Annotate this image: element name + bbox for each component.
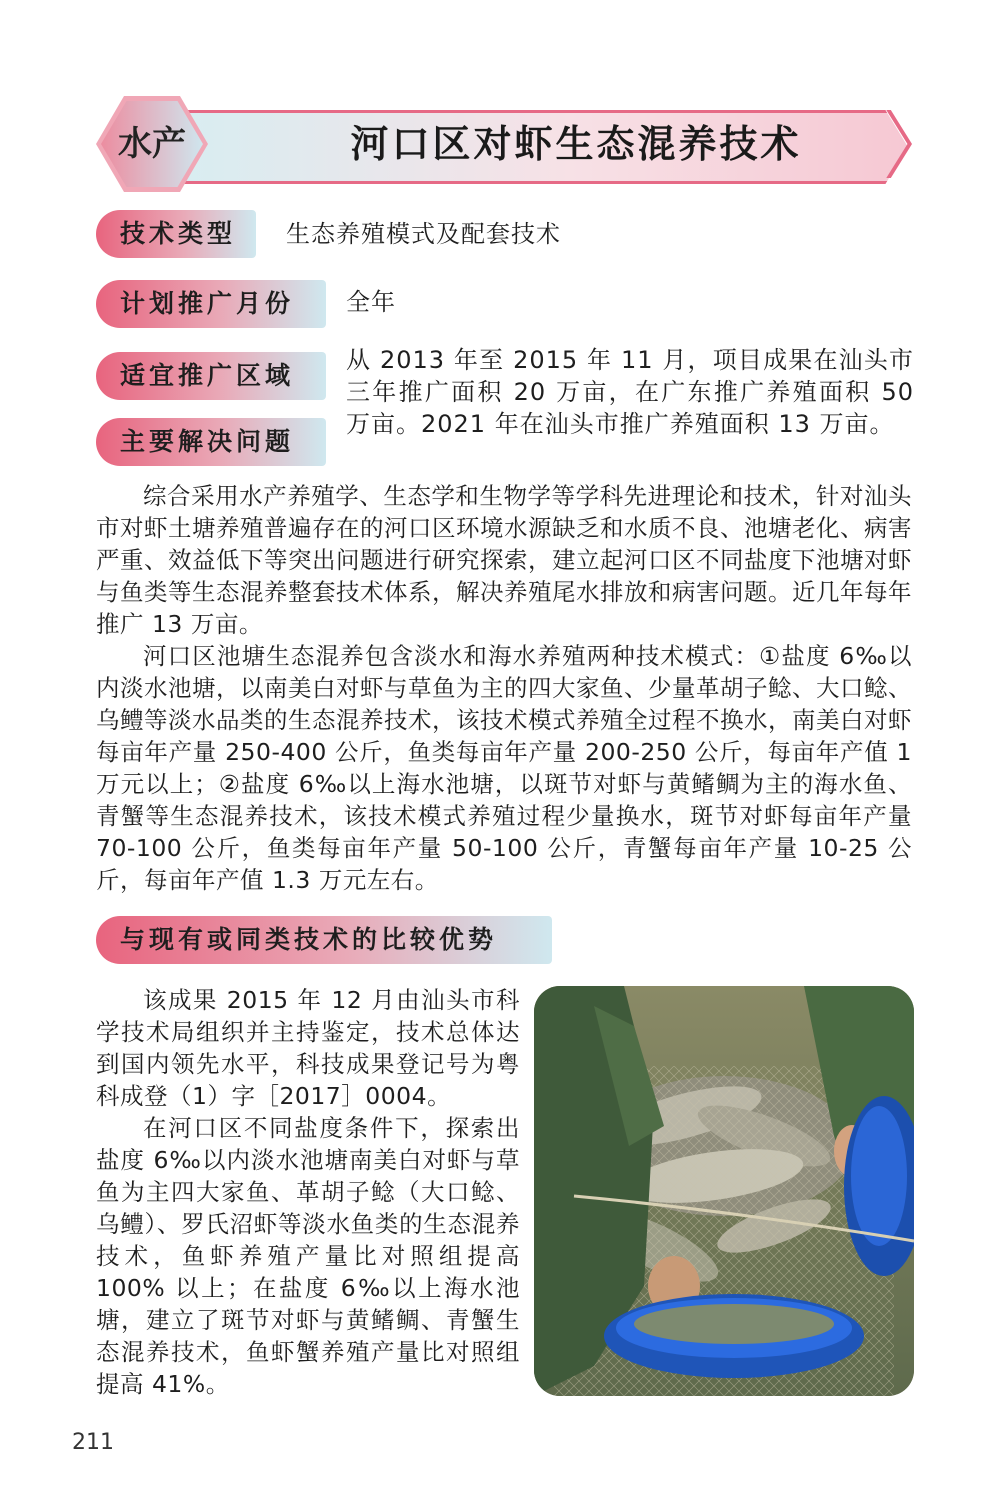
title-banner xyxy=(96,96,916,192)
category-label: 水产 xyxy=(118,124,186,164)
advantage-paragraph: 该成果 2015 年 12 月由汕头市科学技术局组织并主持鉴定，技术总体达到国内领先水平，科技成果登记号为粤科成登（1）字［2017］0004。 xyxy=(96,986,520,1110)
region-value: 从 2013 年至 2015 年 11 月，项目成果在汕头市三年推广面积 20 万亩，在广东推广养殖面积 50 万亩。2021 年在汕头市推广养殖面积 13 万亩。 xyxy=(346,346,914,438)
page-title: 河口区对虾生态混养技术 xyxy=(350,122,802,166)
plan-month-value: 全年 xyxy=(346,288,396,316)
advantage-paragraph: 在河口区不同盐度条件下，探索出盐度 6‰以内淡水池塘南美白对虾与草鱼为主四大家鱼、革胡子鲶（大口鲶、乌鳢）、罗氏沼虾等淡水鱼类的生态混养技术，鱼虾养殖产量比对照组提高 100% 以上；在盐度 6‰以上海水池塘，建立了斑节对虾与黄鳍鲷、青蟹生态混养技术，鱼虾蟹养殖产量比对照组提高 41%。 xyxy=(96,1114,520,1398)
page-number: 211 xyxy=(72,1430,114,1455)
problem-paragraph: 河口区池塘生态混养包含淡水和海水养殖两种技术模式：①盐度 6‰以内淡水池塘，以南美白对虾与草鱼为主的四大家鱼、少量革胡子鲶、大口鲶、乌鳢等淡水品类的生态混养技术，该技术模式养殖全过程不换水，南美白对虾每亩年产量 250-400 公斤，鱼类每亩年产量 200-250 公斤，每亩年产值 1 万元以上；②盐度 6‰以上海水池塘，以斑节对虾与黄鳍鲷为主的海水鱼、青蟹等生态混养技术，该技术模式养殖过程少量换水，斑节对虾每亩年产量 70-100 公斤，鱼类每亩年产量 50-100 公斤，青蟹每亩年产量 10-25 公斤，每亩年产值 1.3 万元左右。 xyxy=(96,642,912,894)
advantage-text xyxy=(96,984,520,1400)
plan-month-label: 计划推广月份 xyxy=(96,280,326,328)
advantage-label: 与现有或同类技术的比较优势 xyxy=(96,916,552,964)
tech-type-value: 生态养殖模式及配套技术 xyxy=(286,220,561,248)
tech-type-label: 技术类型 xyxy=(96,210,256,258)
problem-text xyxy=(96,480,912,896)
region-label: 适宜推广区域 xyxy=(96,352,326,400)
fish-harvest-photo xyxy=(534,986,914,1396)
problem-paragraph: 综合采用水产养殖学、生态学和生物学等学科先进理论和技术，针对汕头市对虾土塘养殖普遍存在的河口区环境水源缺乏和水质不良、池塘老化、病害严重、效益低下等突出问题进行研究探索，建立起河口区不同盐度下池塘对虾与鱼类等生态混养整套技术体系，解决养殖尾水排放和病害问题。近几年每年推广 13 万亩。 xyxy=(96,482,912,638)
problem-label: 主要解决问题 xyxy=(96,418,326,466)
